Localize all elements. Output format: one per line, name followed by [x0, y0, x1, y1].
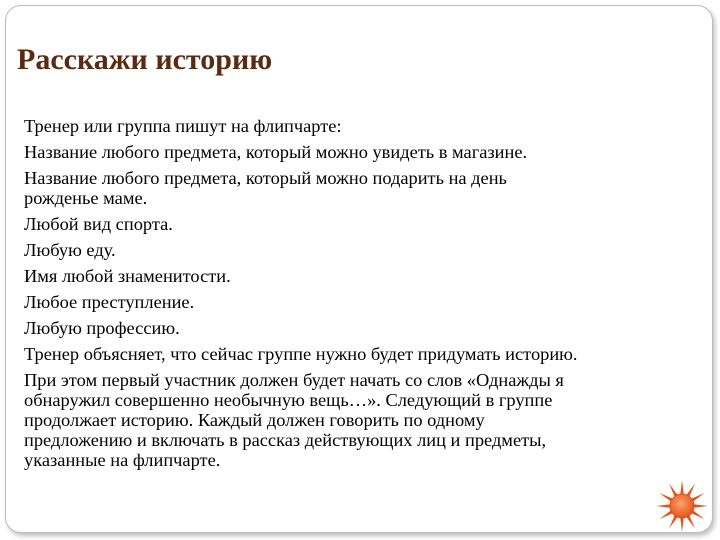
slide-title: Расскажи историю — [17, 43, 273, 76]
paragraph-celebrity — [24, 266, 704, 286]
sun-icon — [654, 478, 710, 534]
paragraph-profession — [24, 318, 704, 338]
sun-ray — [659, 493, 672, 502]
text-line: Тренер или группа пишут на флипчарте: — [24, 116, 342, 136]
text-line: Имя любой знаменитости. — [24, 266, 231, 286]
sun-core — [670, 494, 694, 518]
paragraph-food — [24, 240, 704, 260]
paragraph-gift-item — [24, 168, 704, 208]
sun-ray — [686, 483, 695, 496]
sun-ray — [691, 510, 704, 519]
slide-body — [24, 116, 704, 476]
text-line: обнаружил совершенно необычную вещь…». Следующий в группе — [24, 390, 553, 410]
sun-ray — [694, 504, 708, 507]
paragraph-flipchart-intro — [24, 116, 704, 136]
sun-ray — [680, 480, 683, 494]
text-line: Любую профессию. — [24, 318, 180, 338]
sun-ray — [656, 504, 670, 507]
sun-ray — [680, 518, 683, 532]
text-line: Любое преступление. — [24, 292, 195, 312]
text-line: Название любого предмета, который можно увидеть в магазине. — [24, 142, 528, 162]
text-line: продолжает историю. Каждый должен говорить по одному — [24, 410, 485, 430]
sun-ray — [669, 483, 678, 496]
text-line: Любой вид спорта. — [24, 214, 173, 234]
text-line: Тренер объясняет, что сейчас группе нужно будет придумать историю. — [24, 344, 578, 364]
paragraph-shop-item — [24, 142, 704, 162]
text-line: Любую еду. — [24, 240, 116, 260]
sun-ray — [669, 515, 678, 528]
text-line: указанные на флипчарте. — [24, 450, 221, 470]
paragraph-story-rules — [24, 370, 704, 470]
text-line: При этом первый участник должен будет начать со слов «Однажды я — [24, 370, 564, 390]
sun-ray — [659, 510, 672, 519]
text-line: предложению и включать в рассказ действующих лиц и предметы, — [24, 430, 547, 450]
paragraph-sport — [24, 214, 704, 234]
paragraph-trainer-explains — [24, 344, 704, 364]
sun-ray — [691, 493, 704, 502]
paragraph-crime — [24, 292, 704, 312]
text-line: рожденье маме. — [24, 188, 148, 208]
sun-ray — [686, 515, 695, 528]
text-line: Название любого предмета, который можно подарить на день — [24, 168, 507, 188]
